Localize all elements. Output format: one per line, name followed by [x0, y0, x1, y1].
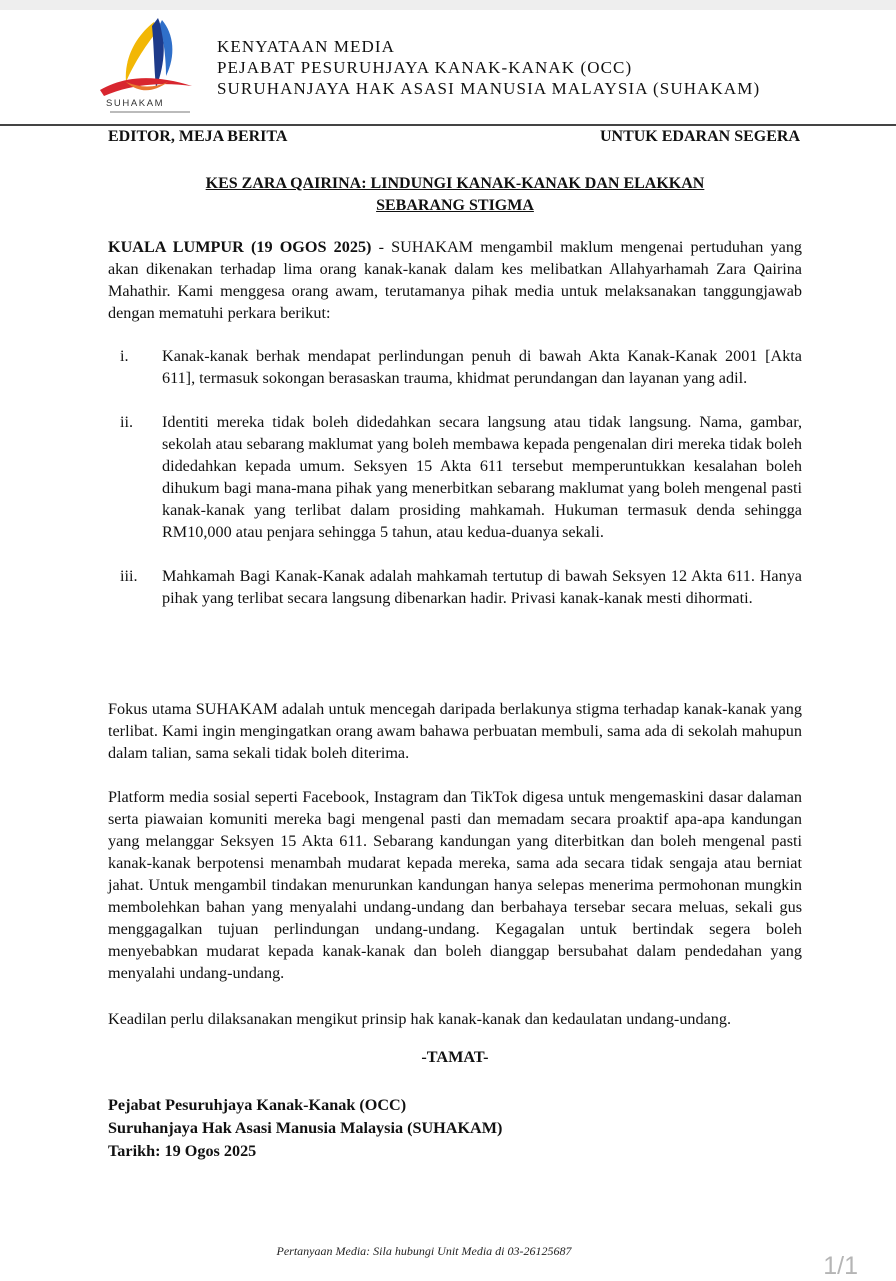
- list-item: [108, 565, 802, 609]
- end-mark: -TAMAT-: [421, 1048, 489, 1066]
- list-item-number: i.: [120, 347, 129, 365]
- recipient-label: EDITOR, MEJA BERITA: [108, 128, 288, 145]
- header-divider: [0, 124, 896, 126]
- intro-text: - SUHAKAM mengambil maklum mengenai pertuduhan yang akan dikenakan terhadap lima orang kanak-kanak dalam kes melibatkan Allahyarhamah Zara Qairina Mahathir. Kami menggesa orang awam, terutamanya pihak media untuk melaksanakan tanggungjawab dengan mematuhi perkara berikut:: [108, 238, 803, 322]
- logo-tagline-line: [110, 111, 190, 113]
- headline-line-1: KES ZARA QAIRINA: LINDUNGI KANAK-KANAK DAN ELAKKAN: [205, 175, 705, 192]
- header-line-suhakam: SURUHANJAYA HAK ASASI MANUSIA MALAYSIA (SUHAKAM): [217, 79, 761, 98]
- intro-dateline: KUALA LUMPUR (19 OGOS 2025): [108, 238, 372, 256]
- suhakam-logo: [96, 16, 196, 116]
- signature-line-suhakam: Suruhanjaya Hak Asasi Manusia Malaysia (SUHAKAM): [108, 1119, 503, 1137]
- media-contact-footer: Pertanyaan Media: Sila hubungi Unit Media di 03-26125687: [276, 1244, 572, 1258]
- list-item-text: Mahkamah Bagi Kanak-Kanak adalah mahkamah tertutup di bawah Seksyen 12 Akta 611. Hanya pihak yang terlibat secara langsung dibenarkan hadir. Privasi kanak-kanak mesti dihormati.: [162, 567, 802, 607]
- signature-line-occ: Pejabat Pesuruhjaya Kanak-Kanak (OCC): [108, 1096, 407, 1114]
- header-line-kenyataan: KENYATAAN MEDIA: [217, 37, 396, 56]
- justice-paragraph: Keadilan perlu dilaksanakan mengikut prinsip hak kanak-kanak dan kedaulatan undang-undang.: [108, 1010, 732, 1028]
- signature-block: [108, 1094, 502, 1163]
- points-list: [108, 345, 802, 609]
- signature-line-date: Tarikh: 19 Ogos 2025: [108, 1142, 257, 1160]
- header-line-occ: PEJABAT PESURUHJAYA KANAK-KANAK (OCC): [217, 58, 633, 77]
- list-item-number: ii.: [120, 413, 134, 431]
- header-title-block: [217, 36, 760, 99]
- page-indicator: 1/1: [823, 1252, 858, 1280]
- list-item-text: Kanak-kanak berhak mendapat perlindungan penuh di bawah Akta Kanak-Kanak 2001 [Akta 611], termasuk sokongan berasaskan trauma, khidmat perundangan dan layanan yang adil.: [162, 347, 802, 387]
- list-item: [108, 345, 802, 389]
- platform-paragraph: Platform media sosial seperti Facebook, Instagram dan TikTok digesa untuk mengemaskini dasar dalaman serta piawaian komuniti mereka bagi mengenal pasti dan memadam secara proaktif apa-apa kandungan yang melanggar Seksyen 15 Akta 611. Sebarang kandungan yang diterbitkan dan boleh mengenal pasti kanak-kanak berpotensi menambah mudarat kepada mereka, sama ada secara tidak sengaja atau berniat jahat. Untuk mengambil tindakan menurunkan kandungan hanya selepas menerima permohonan mungkin membolehkan bahan yang menyalahi undang-undang dan berbahaya tersebar secara meluas, sekali gus menggagalkan tujuan perlindungan undang-undang. Kegagalan untuk bertindak segera boleh menyebabkan mudarat kepada kanak-kanak dan boleh dianggap bersubahat dalam pendedahan yang menyalahi undang-undang.: [108, 788, 802, 982]
- release-label: UNTUK EDARAN SEGERA: [599, 128, 800, 145]
- logo-wordmark: SUHAKAM: [106, 98, 165, 109]
- focus-paragraph: Fokus utama SUHAKAM adalah untuk mencegah daripada berlakunya stigma terhadap kanak-kanak yang terlibat. Kami ingin mengingatkan orang awam bahawa perbuatan membuli, sama ada di sekolah mahupun dalam talian, sama sekali tidak boleh diterima.: [108, 700, 802, 762]
- viewer-top-bar: [0, 0, 896, 10]
- list-item-number: iii.: [120, 567, 138, 585]
- headline: [108, 173, 802, 217]
- list-item: [108, 411, 802, 543]
- list-item-text: Identiti mereka tidak boleh didedahkan secara langsung atau tidak langsung. Nama, gambar, sekolah atau sebarang maklumat yang boleh membawa kepada pengenalan diri mereka tidak boleh didedahkan kepada umum. Seksyen 15 Akta 611 tersebut memperuntukkan kesalahan boleh dihukum bagi mana-mana pihak yang menerbitkan sebarang maklumat yang boleh mengenal pasti kanak-kanak yang terlibat dalam prosiding mahkamah. Hukuman termasuk denda sehingga RM10,000 atau penjara sehingga 5 tahun, atau kedua-duanya sekali.: [162, 413, 802, 541]
- intro-paragraph: [108, 236, 802, 324]
- headline-line-2: SEBARANG STIGMA: [376, 197, 534, 214]
